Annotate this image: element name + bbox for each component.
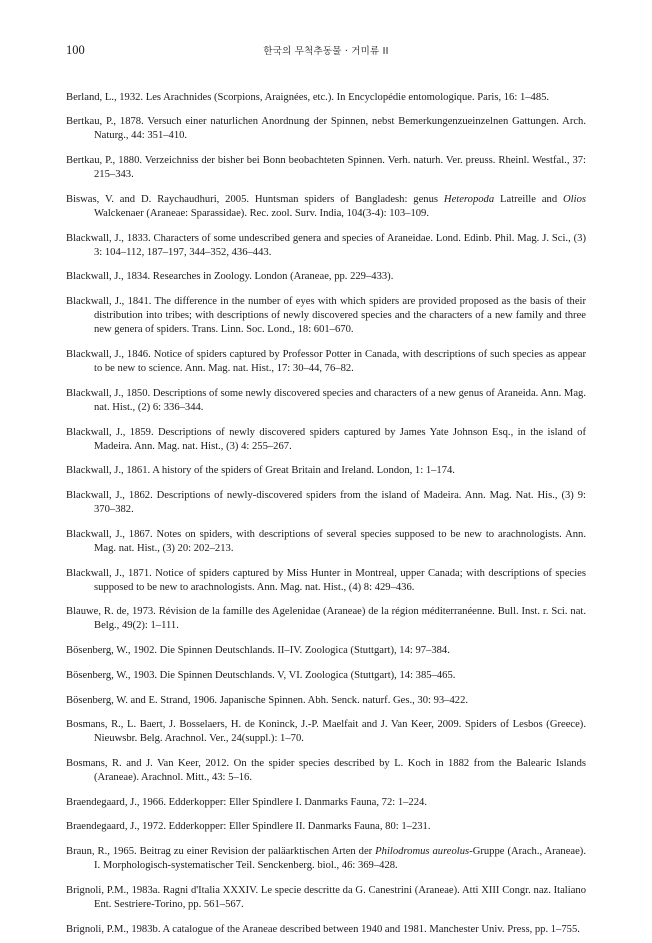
reference-entry: Bosmans, R., L. Baert, J. Bosselaers, H. de Koninck, J.-P. Maelfait and J. Van Keer, 2009. Spiders of Lesbos (Greece). Nieuwsbr. Belg. Arachnol. Ver., 24(suppl.): 1–70. bbox=[66, 719, 586, 745]
reference-entry: Blackwall, J., 1850. Descriptions of some newly discovered species and characters of a new genus of Araneida. Ann. Mag. nat. Hist., (2) 6: 336–344. bbox=[66, 387, 586, 413]
reference-entry: Blackwall, J., 1867. Notes on spiders, with descriptions of several species supposed to be new to arachnologists. Ann. Mag. nat. Hist., (3) 20: 202–213. bbox=[66, 528, 586, 554]
reference-entry: Blackwall, J., 1861. A history of the spiders of Great Britain and Ireland. London, 1: 1–174. bbox=[66, 465, 455, 477]
reference-entry: Bertkau, P., 1880. Verzeichniss der bisher bei Bonn beobachteten Spinnen. Verh. naturh. Ver. preuss. Rheinl. Westfal., 37: 215–343. bbox=[66, 155, 586, 181]
reference-entry: Braendegaard, J., 1966. Edderkopper: Eller Spindlere I. Danmarks Fauna, 72: 1–224. bbox=[66, 796, 427, 808]
reference-entry: Bertkau, P., 1878. Versuch einer naturlichen Anordnung der Spinnen, nebst Bemerkungenzueinzelnen Gattungen. Arch. Naturg., 44: 351–410. bbox=[66, 116, 586, 142]
running-head: 한국의 무척추동물 · 거미류 II bbox=[263, 46, 389, 57]
reference-entry: Blauwe, R. de, 1973. Révision de la famille des Agelenidae (Araneae) de la région méditerranéenne. Bull. Inst. r. Sci. nat. Belg., 49(2): 1–111. bbox=[66, 606, 586, 632]
reference-entry: Bösenberg, W., 1903. Die Spinnen Deutschlands. V, VI. Zoologica (Stuttgart), 14: 385–465. bbox=[66, 669, 456, 681]
reference-list bbox=[66, 80, 586, 943]
reference-entry: Bösenberg, W. and E. Strand, 1906. Japanische Spinnen. Abh. Senck. naturf. Ges., 30: 93–422. bbox=[66, 694, 469, 706]
reference-entry: Berland, L., 1932. Les Arachnides (Scorpions, Araignées, etc.). In Encyclopédie entomologique. Paris, 16: 1–485. bbox=[66, 91, 550, 103]
reference-entry: Blackwall, J., 1834. Researches in Zoology. London (Araneae, pp. 229–433). bbox=[66, 271, 394, 283]
reference-entry: Bösenberg, W., 1902. Die Spinnen Deutschlands. II–IV. Zoologica (Stuttgart), 14: 97–384. bbox=[66, 645, 450, 657]
reference-entry: Braun, R., 1965. Beitrag zu einer Revision der paläarktischen Arten der Philodromus aureolus-Gruppe (Arach., Araneae). I. Morphologisch-systematischer Teil. Senckenberg. biol., 46: 369–428. bbox=[66, 846, 586, 872]
reference-entry: Bosmans, R. and J. Van Keer, 2012. On the spider species described by L. Koch in 1882 from the Balearic Islands (Araneae). Arachnol. Mitt., 43: 5–16. bbox=[66, 757, 586, 784]
reference-entry: Brignoli, P.M., 1983b. A catalogue of the Araneae described between 1940 and 1981. Manchester Univ. Press, pp. 1–755. bbox=[66, 923, 580, 935]
reference-entry: Blackwall, J., 1833. Characters of some undescribed genera and species of Araneidae. Lond. Edinb. Phil. Mag. J. Sci., (3) 3: 104–112, 187–197, 344–352, 436–443. bbox=[66, 232, 586, 258]
reference-entry: Biswas, V. and D. Raychaudhuri, 2005. Huntsman spiders of Bangladesh: genus Heteropoda Latreille and Olios Walckenaer (Araneae: Sparassidae). Rec. zool. Surv. India, 104(3-4): 103–109. bbox=[66, 193, 586, 219]
reference-entry: Blackwall, J., 1859. Descriptions of newly discovered spiders captured by James Yate Johnson Esq., in the island of Madeira. Ann. Mag. nat. Hist., (3) 4: 255–267. bbox=[66, 426, 586, 452]
reference-entry: Blackwall, J., 1862. Descriptions of newly-discovered spiders from the island of Madeira. Ann. Mag. Nat. His., (3) 9: 370–382. bbox=[66, 490, 586, 516]
reference-entry: Blackwall, J., 1841. The difference in the number of eyes with which spiders are provided proposed as the basis of their distribution into tribes; with descriptions of newly discovered species and the characters of a new family and three new genera of spiders. Trans. Linn. Soc. Lond., 18: 601–670. bbox=[66, 296, 586, 336]
reference-entry: Brignoli, P.M., 1983a. Ragni d'Italia XXXIV. Le specie descritte da G. Canestrini (Araneae). Atti XIII Congr. naz. Italiano Ent. Sestriere-Torino, pp. 561–567. bbox=[66, 884, 586, 910]
reference-entry: Braendegaard, J., 1972. Edderkopper: Eller Spindlere II. Danmarks Fauna, 80: 1–231. bbox=[66, 821, 431, 833]
page-number: 100 bbox=[66, 43, 85, 57]
reference-entry: Blackwall, J., 1871. Notice of spiders captured by Miss Hunter in Montreal, upper Canada; with descriptions of species supposed to be new to arachnologists. Ann. Mag. nat. Hist., (4) 8: 429–436. bbox=[66, 567, 586, 593]
reference-entry: Blackwall, J., 1846. Notice of spiders captured by Professor Potter in Canada, with descriptions of such species as appear to be new to science. Ann. Mag. nat. Hist., 17: 30–44, 76–82. bbox=[66, 348, 586, 375]
